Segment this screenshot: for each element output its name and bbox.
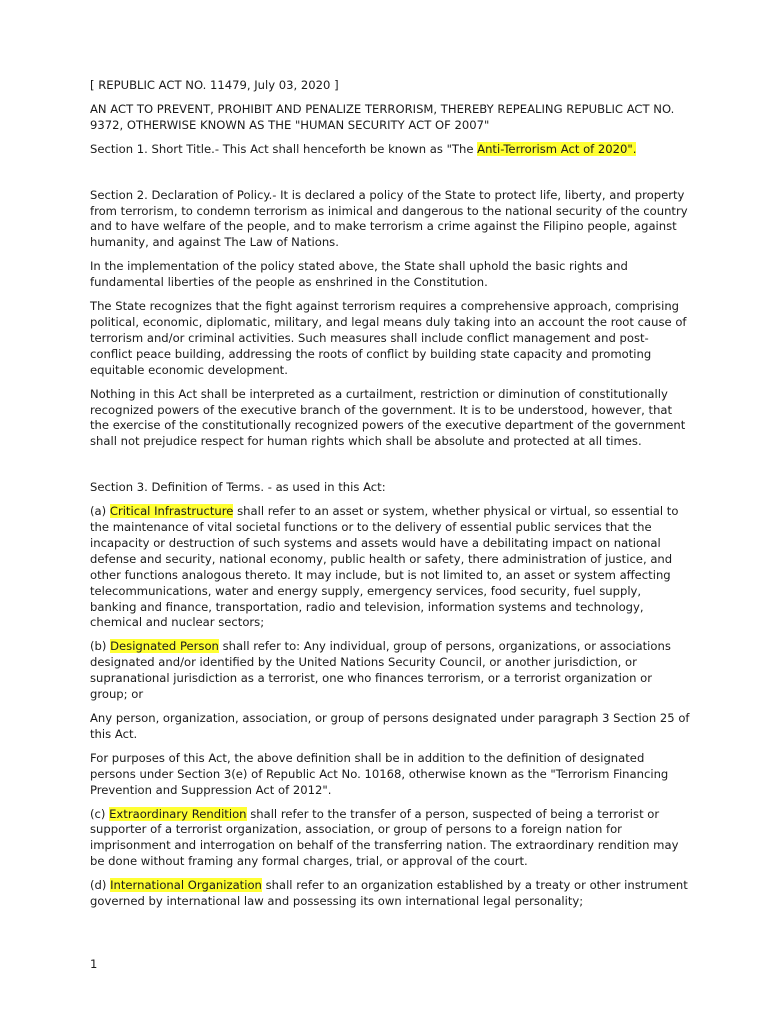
definition-b-paragraph-3: For purposes of this Act, the above definition shall be in addition to the definition of designated persons under Section 3(e) of Republic Act No. 10168, otherwise known as the "Terrorism Financing Prevention and Suppression Act of 2012". — [90, 750, 669, 797]
document-page — [90, 78, 690, 918]
definition-b — [90, 639, 690, 703]
act-number: [ REPUBLIC ACT NO. 11479, July 03, 2020 ] — [90, 78, 339, 92]
definition-body: shall refer to an organization established by a treaty or other instrument governed by international law and possessing its own international legal personality; — [90, 878, 688, 909]
highlight-term-international-organization: International Organization — [110, 878, 262, 893]
highlight-term-extraordinary-rendition: Extraordinary Rendition — [109, 806, 247, 821]
page-number: 1 — [90, 957, 98, 971]
section-1-text: Section 1. Short Title.- This Act shall henceforth be known as "The — [90, 141, 478, 156]
definition-c — [90, 807, 690, 871]
definition-d — [90, 878, 690, 910]
highlight-short-title: Anti-Terrorism Act of 2020". — [477, 141, 637, 156]
highlight-term-designated-person: Designated Person — [110, 639, 219, 654]
section-2-paragraph-2: In the implementation of the policy stated above, the State shall uphold the basic rights and fundamental liberties of the people as enshrined in the Constitution. — [90, 259, 628, 290]
definition-b-paragraph-2: Any person, organization, association, or group of persons designated under paragraph 3 Section 25 of this Act. — [90, 711, 690, 741]
section-2-paragraph-4: Nothing in this Act shall be interpreted as a curtailment, restriction or diminution of constitutionally recognized powers of the executive branch of the government. It is to be understood, however, that the exercise of the constitutionally recognized powers of the executive department of the government shall not prejudice respect for human rights which shall be absolute and protected at all times. — [90, 386, 686, 449]
spacer — [90, 458, 690, 480]
definition-body: shall refer to the transfer of a person, suspected of being a terrorist or supporter of a terrorist organization, association, or group of persons to a foreign nation for imprisonment and interrogation on behalf of the transferring nation. The extraordinary rendition may be done without framing any formal charges, trial, or approval of the court. — [90, 806, 679, 869]
definition-prefix: (d) — [90, 878, 111, 893]
definition-body: shall refer to an asset or system, whether physical or virtual, so essential to the maintenance of vital societal functions or to the delivery of essential public services that the incapacity or destruction of such systems and assets would have a debilitating impact on national defense and security, national economy, public health or safety, there administration of justice, and other functions analogous thereto. It may include, but is not limited to, an asset or system affecting telecommunications, water and energy supply, emergency services, food security, fuel supply, banking and finance, transportation, radio and television, information systems and technology, chemical and nuclear sectors; — [90, 504, 679, 630]
section-2-declaration: Section 2. Declaration of Policy.- It is declared a policy of the State to protect life, liberty, and property from terrorism, to condemn terrorism as inimical and dangerous to the national security of the country and to have welfare of the people, and to make terrorism a crime against the Filipino people, against humanity, and against The Law of Nations. — [90, 187, 688, 250]
section-3-heading: Section 3. Definition of Terms. - as used in this Act: — [90, 480, 386, 495]
definition-prefix: (a) — [90, 504, 110, 519]
highlight-term-critical-infrastructure: Critical Infrastructure — [109, 504, 234, 519]
act-title: AN ACT TO PREVENT, PROHIBIT AND PENALIZE TERRORISM, THEREBY REPEALING REPUBLIC ACT NO. 9372, OTHERWISE KNOWN AS THE "HUMAN SECURITY ACT OF 2007" — [90, 101, 675, 132]
definition-a — [90, 504, 690, 631]
section-1 — [90, 142, 690, 158]
definition-prefix: (b) — [90, 639, 111, 654]
definition-body: shall refer to: Any individual, group of persons, organizations, or associations designated and/or identified by the United Nations Security Council, or another jurisdiction, or supranational jurisdiction as a terrorist, one who finances terrorism, or a terrorist organization or group; or — [90, 639, 671, 702]
definition-prefix: (c) — [90, 806, 110, 821]
spacer — [90, 166, 690, 188]
section-2-paragraph-3: The State recognizes that the fight against terrorism requires a comprehensive approach, comprising political, economic, diplomatic, military, and legal means duly taking into an account the root cause of terrorism and/or criminal activities. Such measures shall include conflict management and post-conflict peace building, addressing the roots of conflict by building state capacity and promoting equitable economic development. — [90, 299, 687, 377]
